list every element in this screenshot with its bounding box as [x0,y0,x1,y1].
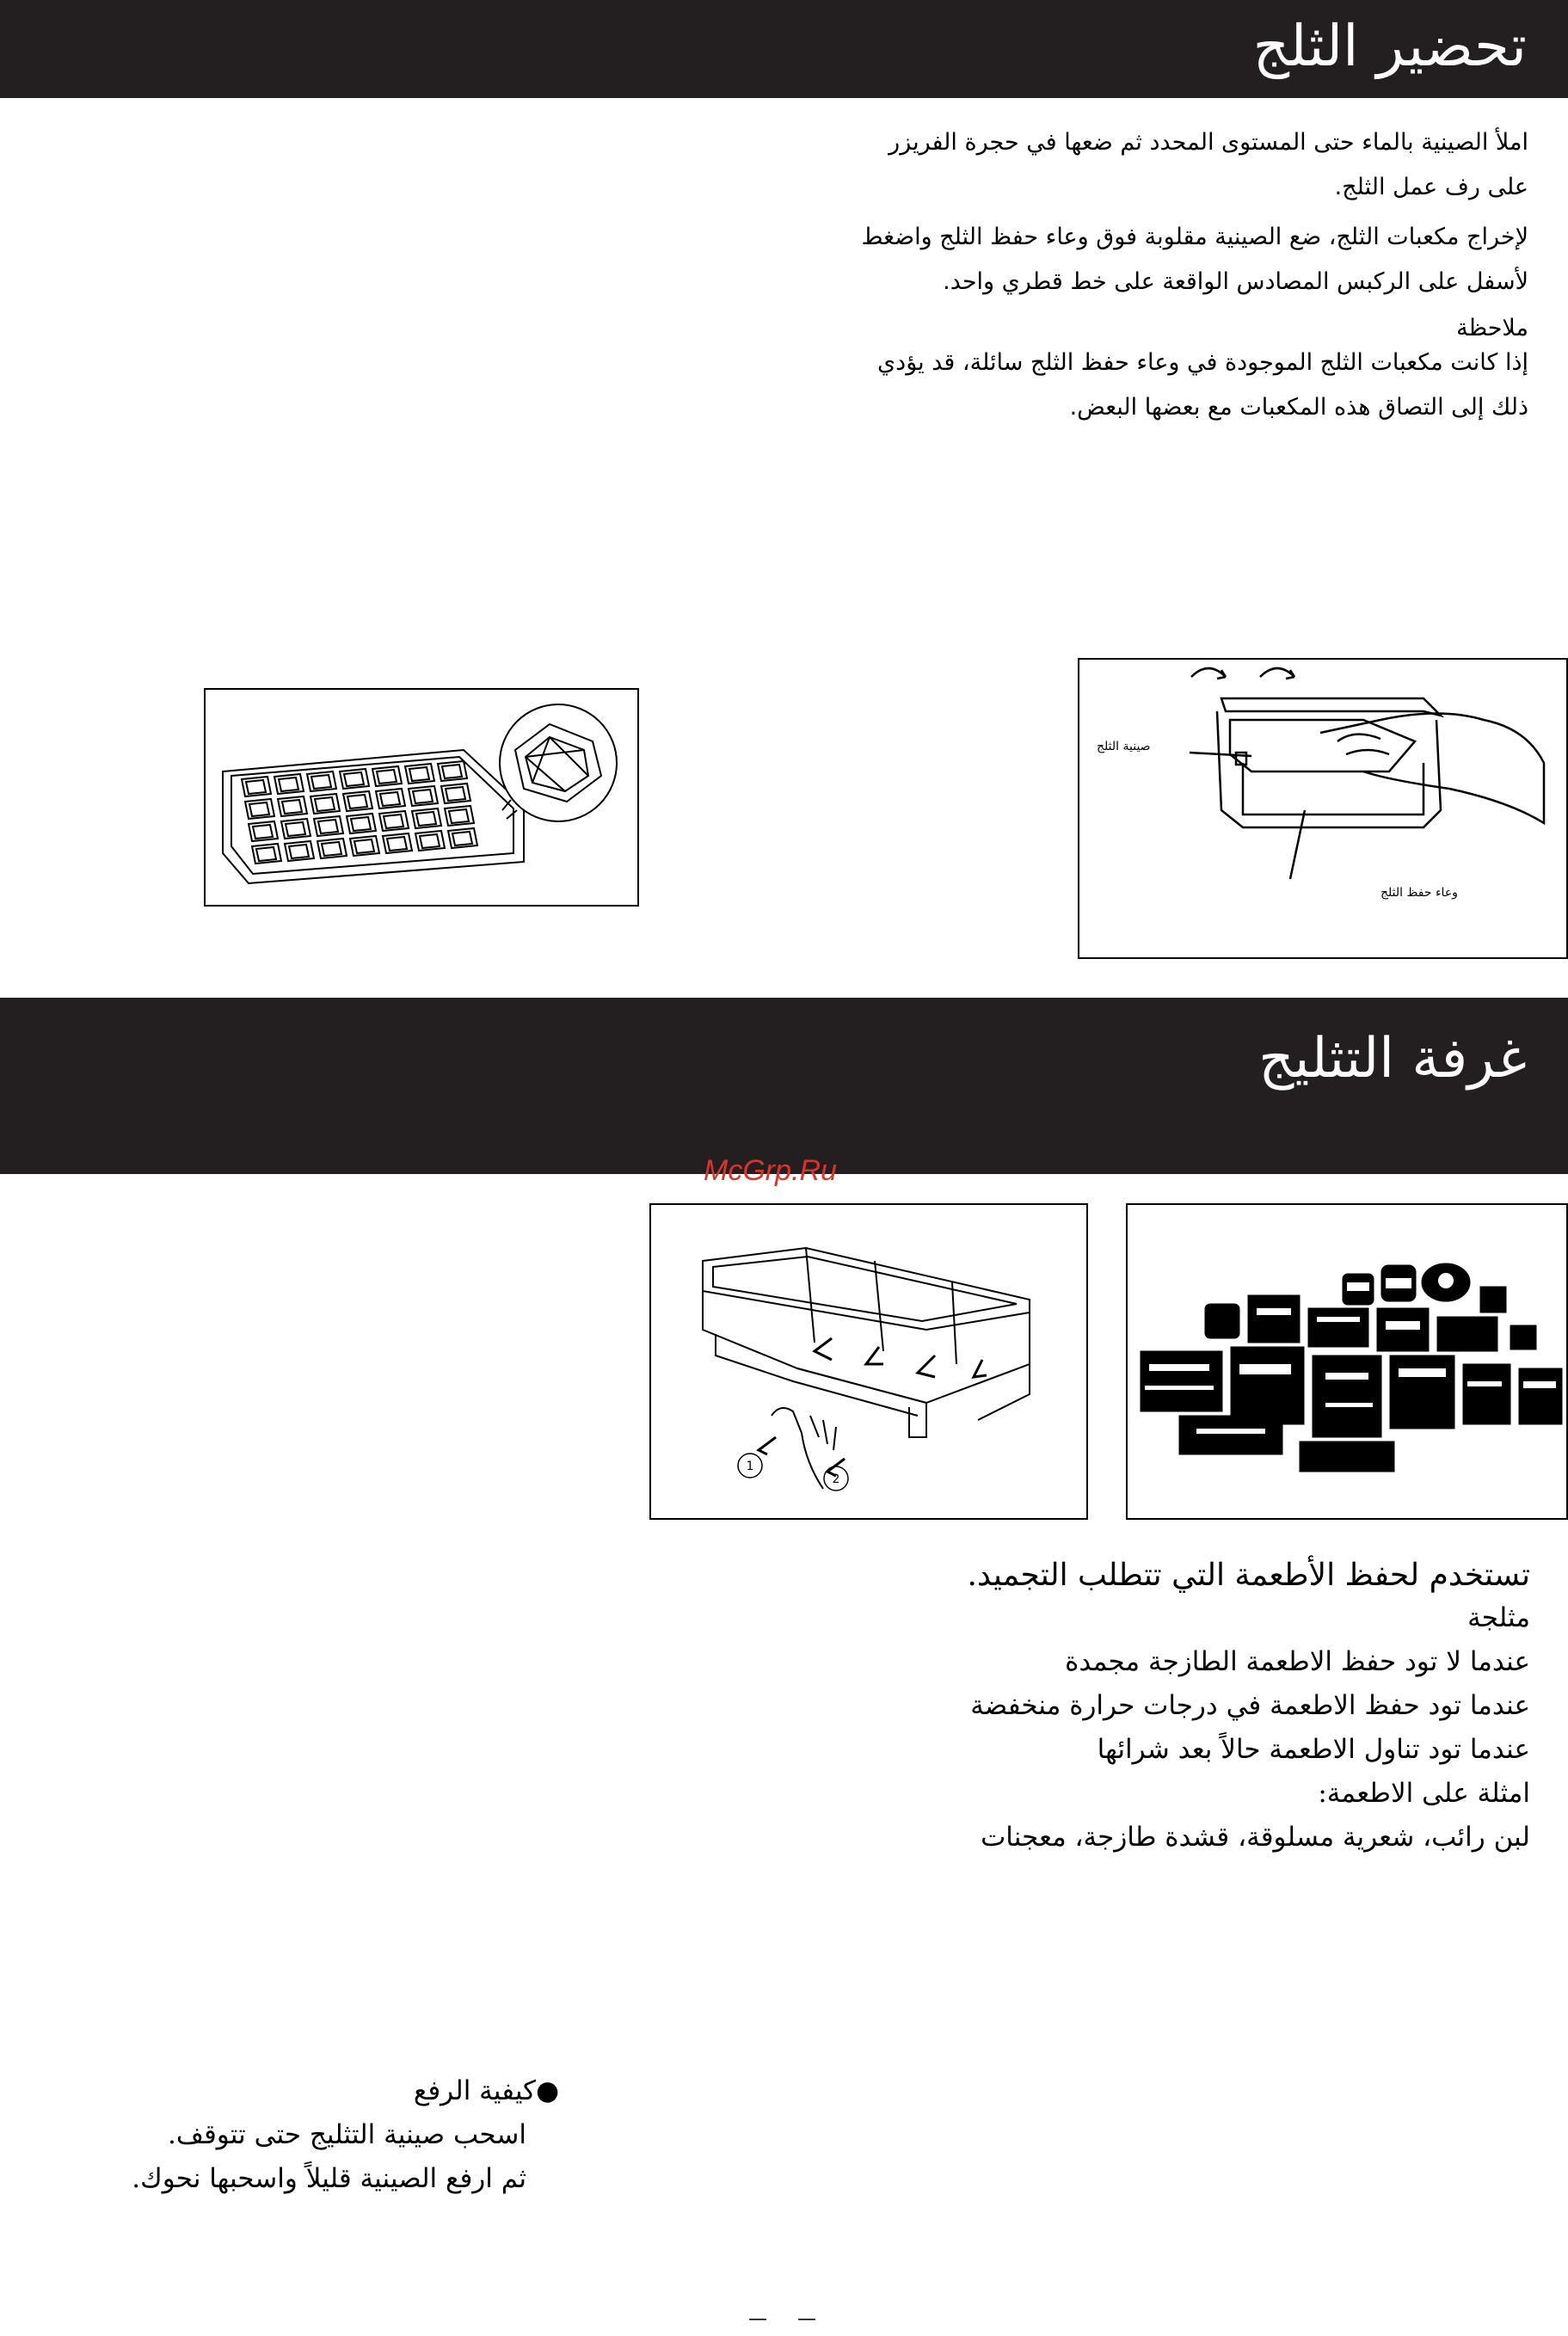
section-header-ice [0,0,1568,98]
tray-cell [441,784,470,803]
how-to-lift [112,2069,559,2201]
tray-cell [307,771,336,791]
tray-cell [448,828,477,848]
tray-cell [317,839,347,858]
tray-cell [372,766,402,786]
tray-cell [311,794,340,814]
tray-cell [415,831,445,851]
tray-cell [343,791,372,811]
text-line: لأسفل على الركبس المصادس الواقعة على خط قطري واحد. [943,268,1528,295]
tray-cell [249,821,278,841]
chiller-food-photo [1126,1203,1568,1520]
step-marker-1-label: 1 [746,1460,754,1473]
label-ice-tray: صينية الثلج [1097,740,1151,753]
ice-bin-illustration [1078,658,1568,959]
tray-cell [405,764,434,784]
tray-cell [445,806,474,826]
tray-cells [242,761,477,864]
note-block [877,306,1528,430]
tray-cell [278,796,307,816]
tray-cell [245,799,274,819]
instruction-remove-cubes [862,215,1528,304]
tray-cell [281,819,311,839]
chiller-line: عندما لا تود حفظ الاطعمة الطازجة مجمدة [1065,1646,1530,1677]
tray-cell [350,836,379,856]
tray-cell [314,816,343,836]
label-ice-bin: وعاء حفظ الثلج [1380,886,1458,900]
tray-cell [438,761,467,781]
how-line: ثم ارفع الصينية قليلاً واسحبها نحوك. [132,2163,526,2194]
tray-cell [376,789,405,808]
tray-cell [285,841,314,861]
chiller-line: لبن رائب، شعرية مسلوقة، قشدة طازجة، معجنات [981,1822,1530,1853]
tray-cell [242,777,271,796]
text-line: ذلك إلى التصاق هذه المكعبات مع بعضها البعض. [1069,394,1528,421]
section-header-chiller [0,998,1568,1174]
chiller-uses [970,1596,1530,1860]
tray-cell [379,811,409,831]
chiller-line: عندما تود حفظ الاطعمة في درجات حرارة منخفضة [970,1690,1530,1721]
tray-cell [347,814,376,833]
chiller-drawer-illustration [649,1203,1088,1520]
tray-cell [409,786,438,806]
bullet-icon: ● [535,2075,559,2106]
note-title: ملاحظة [1456,315,1528,341]
text-line: إذا كانت مكعبات الثلج الموجودة في وعاء حفظ الثلج سائلة، قد يؤدي [877,349,1528,376]
chiller-line: مثلجة [1467,1602,1530,1633]
section-title-ice: تحضير الثلج [1252,13,1527,79]
how-title: ●كيفية الرفع [413,2075,559,2106]
page-marker: — — [748,2308,828,2330]
chiller-lead: تستخدم لحفظ الأطعمة التي تتطلب التجميد. [967,1558,1530,1593]
chiller-line: امثلة على الاطعمة: [1318,1778,1530,1809]
tray-cell [340,769,369,789]
food-items-graphic [1128,1205,1568,1521]
tray-cell [383,833,412,853]
watermark: McGrp.Ru [704,1154,837,1187]
ice-tray-illustration [204,688,639,907]
section-title-chiller: غرفة التثليج [1258,1027,1527,1091]
instruction-fill-tray [889,120,1528,210]
how-line: اسحب صينية التثليج حتى تتوقف. [168,2119,526,2150]
tray-cell [412,808,441,828]
chiller-line: عندما تود تناول الاطعمة حالاً بعد شرائها [1097,1734,1530,1765]
text-line: لإخراج مكعبات الثلج، ضع الصينية مقلوبة فوق وعاء حفظ الثلج واضغط [861,224,1528,250]
tray-cell [274,774,304,794]
step-marker-2-label: 2 [832,1472,840,1486]
tray-cell [252,844,281,864]
text-line: على رف عمل الثلج. [1334,174,1528,200]
text-line: املأ الصينية بالماء حتى المستوى المحدد ثم ضعها في حجرة الفريزر [889,129,1528,156]
